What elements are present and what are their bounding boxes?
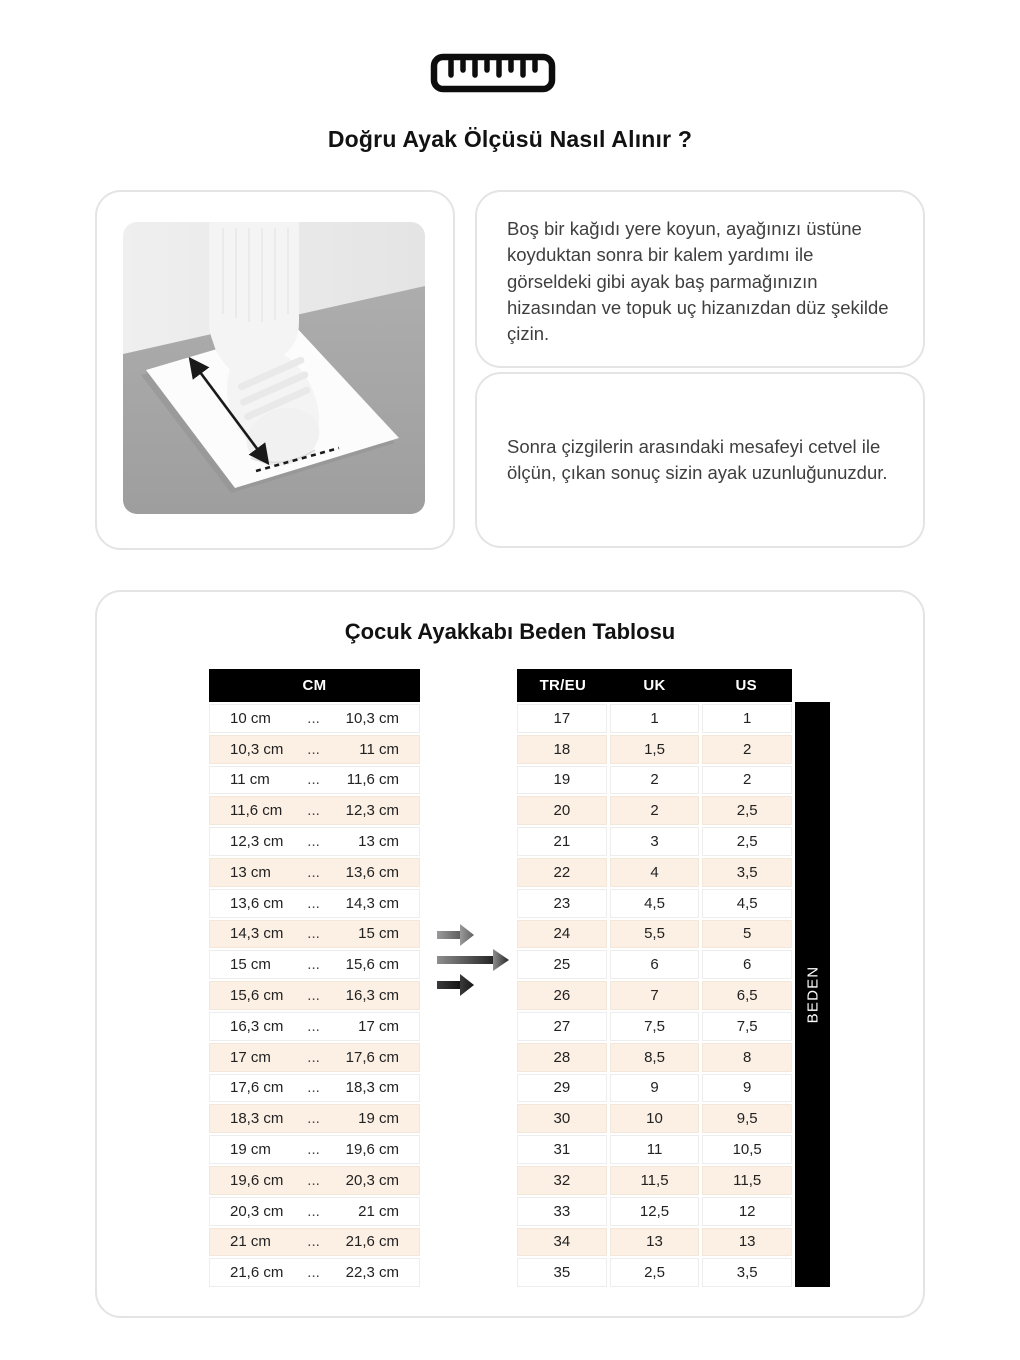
cm-range-to: 21,6 cm: [345, 1233, 399, 1251]
size-uk: 4,5: [610, 889, 700, 918]
size-us: 8: [702, 1043, 792, 1072]
size-table-row: [517, 704, 792, 733]
cm-range-to: 13 cm: [358, 833, 399, 851]
size-uk: 1: [610, 704, 700, 733]
cm-range-to: 17 cm: [358, 1017, 399, 1035]
size-table-row: [517, 858, 792, 887]
size-table-row: [517, 766, 792, 795]
cm-range-separator: ...: [307, 1017, 320, 1035]
size-uk: 13: [610, 1228, 700, 1257]
size-us: 9,5: [702, 1104, 792, 1133]
cm-range-separator: ...: [307, 771, 320, 789]
cm-range-from: 19 cm: [230, 1141, 271, 1159]
size-tr-eu: 26: [517, 981, 607, 1010]
cm-range-from: 11,6 cm: [230, 802, 283, 820]
size-tr-eu: 21: [517, 827, 607, 856]
size-uk: 1,5: [610, 735, 700, 764]
size-tr-eu: 35: [517, 1258, 607, 1287]
size-us: 13: [702, 1228, 792, 1257]
cm-range-separator: ...: [307, 1048, 320, 1066]
size-table-row: [517, 1258, 792, 1287]
size-table-row: [517, 1166, 792, 1195]
cm-range-to: 11 cm: [359, 740, 399, 758]
cm-range-to: 11,6 cm: [346, 771, 399, 789]
size-uk: 11: [610, 1135, 700, 1164]
beden-side-label-text: BEDEN: [804, 965, 821, 1024]
cm-range-to: 10,3 cm: [345, 709, 399, 727]
cm-table: [209, 669, 420, 1287]
size-tr-eu: 18: [517, 735, 607, 764]
cm-table-row: [209, 1197, 420, 1226]
cm-range-from: 17 cm: [230, 1048, 271, 1066]
cm-range-to: 16,3 cm: [345, 987, 399, 1005]
foot-measurement-photo: [123, 222, 425, 514]
size-uk: 10: [610, 1104, 700, 1133]
cm-table-row: [209, 950, 420, 979]
cm-range-separator: ...: [307, 1141, 320, 1159]
size-uk: 2: [610, 796, 700, 825]
size-table-row: [517, 889, 792, 918]
cm-range-to: 22,3 cm: [345, 1264, 399, 1282]
cm-table-row: [209, 981, 420, 1010]
size-us: 4,5: [702, 889, 792, 918]
cm-range-to: 14,3 cm: [345, 894, 399, 912]
size-us: 3,5: [702, 1258, 792, 1287]
cm-range-separator: ...: [307, 1110, 320, 1128]
size-us: 10,5: [702, 1135, 792, 1164]
size-us: 12: [702, 1197, 792, 1226]
page-title: Doğru Ayak Ölçüsü Nasıl Alınır ?: [327, 126, 693, 152]
size-tr-eu: 33: [517, 1197, 607, 1226]
cm-range-from: 19,6 cm: [230, 1171, 284, 1189]
size-uk: 2,5: [610, 1258, 700, 1287]
cm-range-separator: ...: [307, 987, 320, 1005]
size-tr-eu: 17: [517, 704, 607, 733]
instruction-step-2: [475, 372, 925, 548]
cm-range-separator: ...: [307, 1202, 320, 1220]
size-uk: 5,5: [610, 920, 700, 949]
cm-range-separator: ...: [307, 709, 320, 727]
cm-table-row: [209, 735, 420, 764]
size-uk: 8,5: [610, 1043, 700, 1072]
size-table-row: [517, 1228, 792, 1257]
size-table-card: [95, 590, 925, 1318]
size-us: 3,5: [702, 858, 792, 887]
size-uk: 12,5: [610, 1197, 700, 1226]
cm-range-separator: ...: [307, 1171, 320, 1189]
size-tr-eu: 29: [517, 1074, 607, 1103]
cm-range-to: 21 cm: [358, 1202, 399, 1220]
size-us: 2: [702, 766, 792, 795]
cm-table-row: [209, 889, 420, 918]
size-uk: 6: [610, 950, 700, 979]
cm-range-from: 13,6 cm: [230, 894, 284, 912]
intl-size-table-rows: [517, 702, 792, 1287]
size-us: 6: [702, 950, 792, 979]
cm-range-from: 15,6 cm: [230, 987, 284, 1005]
size-uk: 9: [610, 1074, 700, 1103]
cm-table-row: [209, 1166, 420, 1195]
size-uk: 2: [610, 766, 700, 795]
beden-side-label: [795, 702, 830, 1287]
size-table-row: [517, 735, 792, 764]
size-tr-eu: 32: [517, 1166, 607, 1195]
cm-range-from: 17,6 cm: [230, 1079, 284, 1097]
size-uk: 4: [610, 858, 700, 887]
cm-range-from: 18,3 cm: [230, 1110, 284, 1128]
cm-range-separator: ...: [307, 956, 320, 974]
size-uk: 7,5: [610, 1012, 700, 1041]
size-table-row: [517, 950, 792, 979]
cm-range-separator: ...: [307, 894, 320, 912]
cm-range-separator: ...: [307, 740, 320, 758]
size-table-row: [517, 1012, 792, 1041]
intl-size-table-header: [517, 669, 792, 702]
size-tr-eu: 24: [517, 920, 607, 949]
size-table-title: Çocuk Ayakkabı Beden Tablosu: [344, 619, 676, 644]
size-uk: 11,5: [610, 1166, 700, 1195]
size-table-row: [517, 827, 792, 856]
size-table-row: [517, 920, 792, 949]
cm-range-to: 15 cm: [358, 925, 399, 943]
foot-measurement-card: [95, 190, 455, 550]
size-us: 7,5: [702, 1012, 792, 1041]
size-tr-eu: 25: [517, 950, 607, 979]
cm-range-from: 14,3 cm: [230, 925, 284, 943]
cm-range-separator: ...: [307, 1079, 320, 1097]
cm-range-to: 20,3 cm: [345, 1171, 399, 1189]
cm-range-to: 17,6 cm: [345, 1048, 399, 1066]
cm-range-from: 16,3 cm: [230, 1017, 284, 1035]
size-us: 2,5: [702, 827, 792, 856]
cm-table-row: [209, 858, 420, 887]
cm-table-row: [209, 704, 420, 733]
cm-range-from: 21,6 cm: [230, 1264, 284, 1282]
cm-range-separator: ...: [307, 802, 320, 820]
cm-range-to: 19 cm: [358, 1110, 399, 1128]
size-tr-eu: 27: [517, 1012, 607, 1041]
cm-range-separator: ...: [307, 833, 320, 851]
size-tr-eu: 20: [517, 796, 607, 825]
cm-range-from: 10,3 cm: [230, 740, 284, 758]
cm-table-row: [209, 920, 420, 949]
cm-table-rows: [209, 702, 420, 1287]
size-uk: 7: [610, 981, 700, 1010]
cm-range-separator: ...: [307, 1264, 320, 1282]
cm-range-from: 12,3 cm: [230, 833, 284, 851]
cm-table-row: [209, 1228, 420, 1257]
cm-table-row: [209, 1104, 420, 1133]
cm-range-from: 21 cm: [230, 1233, 271, 1251]
cm-range-separator: ...: [307, 1233, 320, 1251]
cm-range-separator: ...: [307, 925, 320, 943]
size-table-row: [517, 1074, 792, 1103]
cm-range-from: 11 cm: [230, 771, 270, 789]
cm-table-row: [209, 796, 420, 825]
intl-size-table: [517, 669, 792, 1287]
size-tr-eu: 22: [517, 858, 607, 887]
size-table-row: [517, 796, 792, 825]
size-tr-eu: 31: [517, 1135, 607, 1164]
cm-range-to: 12,3 cm: [345, 802, 399, 820]
size-us: 2,5: [702, 796, 792, 825]
cm-range-from: 20,3 cm: [230, 1202, 284, 1220]
cm-table-row: [209, 766, 420, 795]
header-uk: UK: [643, 677, 666, 694]
size-tr-eu: 30: [517, 1104, 607, 1133]
size-us: 9: [702, 1074, 792, 1103]
size-us: 6,5: [702, 981, 792, 1010]
size-us: 11,5: [702, 1166, 792, 1195]
cm-range-to: 13,6 cm: [345, 863, 399, 881]
instruction-step-1: [475, 190, 925, 368]
size-tr-eu: 28: [517, 1043, 607, 1072]
cm-table-row: [209, 1012, 420, 1041]
size-us: 5: [702, 920, 792, 949]
size-us: 2: [702, 735, 792, 764]
size-tr-eu: 34: [517, 1228, 607, 1257]
size-table-row: [517, 1104, 792, 1133]
cm-table-row: [209, 827, 420, 856]
instruction-step-2-text: Sonra çizgilerin arasındaki mesafeyi cetvel ile ölçün, çıkan sonuç sizin ayak uzunluğunuzdur.: [507, 435, 888, 483]
size-table-row: [517, 981, 792, 1010]
size-tr-eu: 23: [517, 889, 607, 918]
header-us: US: [735, 677, 757, 694]
ruler-icon: [430, 53, 556, 93]
cm-table-header: CM: [209, 669, 420, 702]
size-table-row: [517, 1197, 792, 1226]
instruction-step-1-text: Boş bir kağıdı yere koyun, ayağınızı üstüne koyduktan sonra bir kalem yardımı ile görseldeki gibi ayak baş parmağınızın hizasından ve topuk uç hizanızdan düz şekilde çizin.: [507, 218, 889, 345]
cm-range-from: 13 cm: [230, 863, 271, 881]
cm-table-row: [209, 1135, 420, 1164]
cm-range-to: 18,3 cm: [345, 1079, 399, 1097]
size-uk: 3: [610, 827, 700, 856]
cm-range-to: 19,6 cm: [345, 1141, 399, 1159]
size-tr-eu: 19: [517, 766, 607, 795]
cm-range-separator: ...: [307, 863, 320, 881]
cm-range-from: 15 cm: [230, 956, 271, 974]
size-table-row: [517, 1135, 792, 1164]
header-tr-eu: TR/EU: [539, 677, 587, 694]
transfer-arrows-icon: [437, 922, 515, 1000]
size-us: 1: [702, 704, 792, 733]
size-table-row: [517, 1043, 792, 1072]
cm-table-row: [209, 1043, 420, 1072]
cm-range-from: 10 cm: [230, 709, 271, 727]
cm-table-row: [209, 1258, 420, 1287]
cm-range-to: 15,6 cm: [345, 956, 399, 974]
cm-table-row: [209, 1074, 420, 1103]
